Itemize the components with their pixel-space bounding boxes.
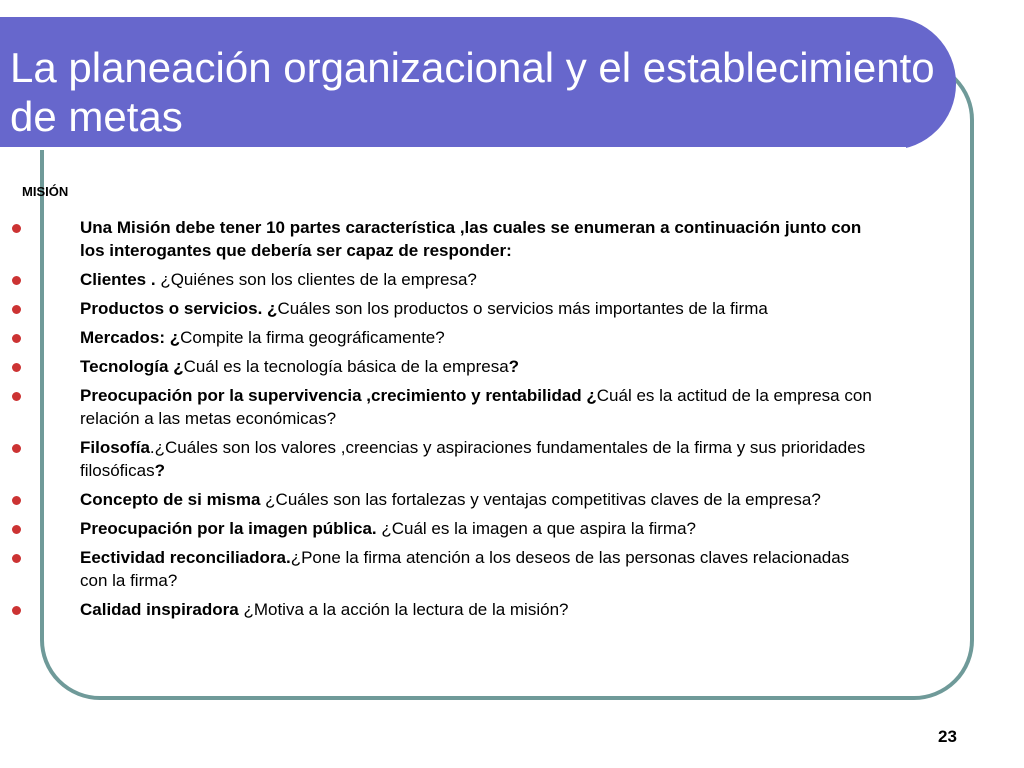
list-item	[0, 355, 880, 378]
list-item	[0, 297, 880, 320]
title-underline	[0, 147, 906, 150]
item-bold-text: Preocupación por la supervivencia ,crecimiento y rentabilidad ¿	[80, 386, 597, 405]
bullet-icon	[12, 444, 21, 453]
item-bold-text: Concepto de si misma	[80, 490, 266, 509]
item-bold-end: ?	[508, 357, 520, 376]
list-item	[0, 436, 880, 482]
bullet-icon	[12, 496, 21, 505]
item-bold-text: Productos o servicios. ¿	[80, 299, 278, 318]
list-item	[0, 384, 880, 430]
item-text: ¿Motiva a la acción la lectura de la misión?	[243, 600, 569, 619]
bullet-icon	[12, 392, 21, 401]
bullet-icon	[12, 224, 21, 233]
page-number: 23	[938, 727, 957, 746]
item-text: Compite la firma geográficamente?	[180, 328, 445, 347]
item-text: ¿Pone la firma atención a los deseos de las personas claves relacionadas con la firma?	[80, 548, 850, 590]
item-text: Cuál es la tecnología básica de la empresa	[183, 357, 509, 376]
list-item	[0, 488, 880, 511]
title-band	[0, 17, 956, 150]
item-text: ¿Cuál es la imagen a que aspira la firma?	[381, 519, 697, 538]
bullet-icon	[12, 305, 21, 314]
item-text: .¿Cuáles son los valores ,creencias y aspiraciones fundamentales de la firma y sus prioridades filosóficas	[80, 438, 866, 480]
item-text: Cuál es la actitud de la empresa con relación a las metas económicas?	[80, 386, 872, 428]
bullet-icon	[12, 276, 21, 285]
item-bold-text: Eectividad reconciliadora.	[80, 548, 291, 567]
item-text: Cuáles son los productos o servicios más importantes de la firma	[277, 299, 768, 318]
list-item	[0, 216, 880, 262]
item-text: ¿Quiénes son los clientes de la empresa?	[160, 270, 477, 289]
item-bold-text: Calidad inspiradora	[80, 600, 244, 619]
item-bold-text: Preocupación por la imagen pública.	[80, 519, 382, 538]
list-item	[0, 326, 880, 349]
slide-title: La planeación organizacional y el establecimiento de metas	[10, 44, 935, 140]
bullet-icon	[12, 554, 21, 563]
item-bold-end: ?	[154, 461, 166, 480]
bullet-icon	[12, 525, 21, 534]
bullet-icon	[12, 606, 21, 615]
list-item	[0, 268, 880, 291]
item-text: ¿Cuáles son las fortalezas y ventajas competitivas claves de la empresa?	[265, 490, 821, 509]
item-bold-text: Filosofía	[80, 438, 150, 457]
item-bold-text: Una Misión debe tener 10 partes característica ,las cuales se enumeran a continuación junto con los interogantes que debería ser capaz de responder:	[80, 218, 862, 260]
item-bold-text: Mercados: ¿	[80, 328, 181, 347]
list-item	[0, 598, 880, 621]
mission-list	[0, 216, 880, 627]
bullet-icon	[12, 363, 21, 372]
item-bold-text: Tecnología ¿	[80, 357, 184, 376]
item-bold-text: Clientes .	[80, 270, 161, 289]
list-item	[0, 517, 880, 540]
section-heading: MISIÓN	[22, 184, 69, 199]
list-item	[0, 546, 880, 592]
bullet-icon	[12, 334, 21, 343]
